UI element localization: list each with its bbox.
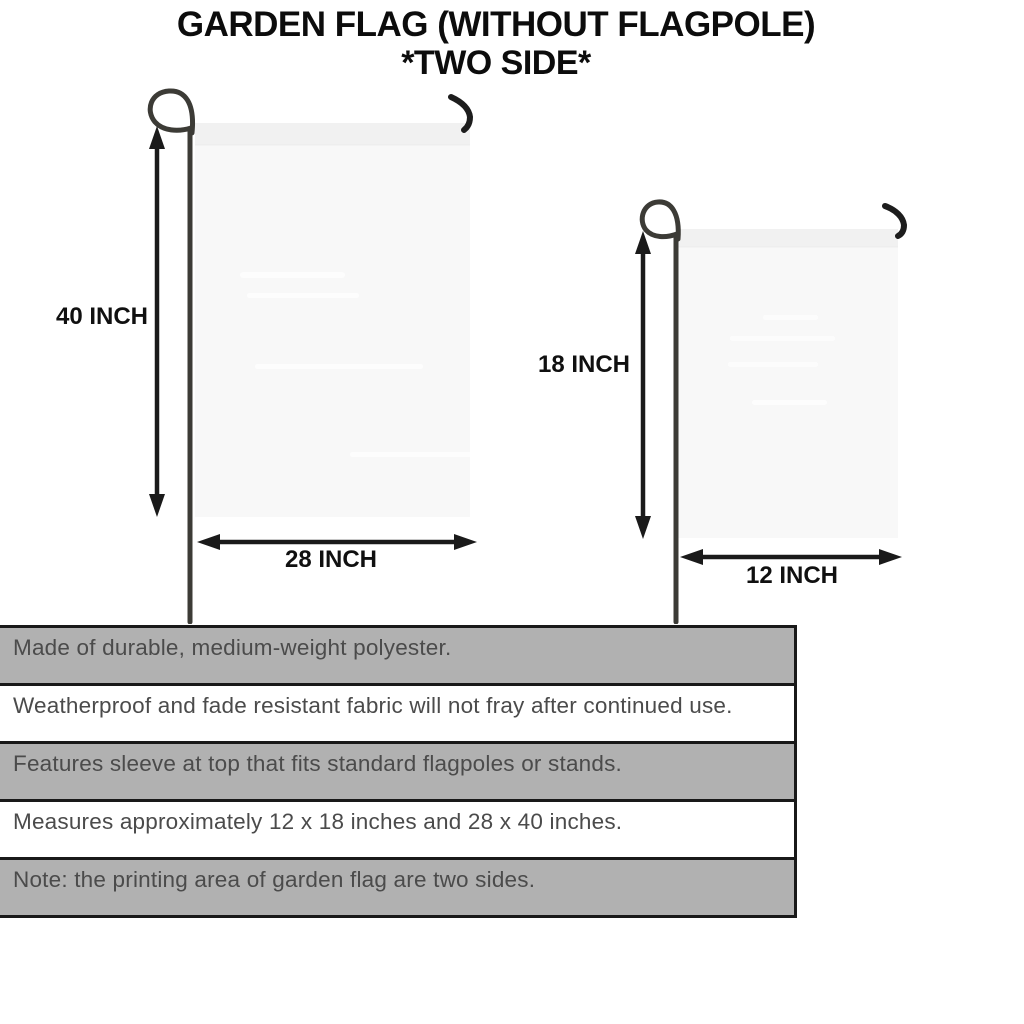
large-flag-fabric <box>195 123 470 517</box>
page-title-line2: *TWO SIDE* <box>401 44 591 82</box>
feature-row-measurements: Measures approximately 12 x 18 inches and 28 x 40 inches. <box>0 799 797 860</box>
small-flag-fabric <box>678 229 898 538</box>
feature-row-sleeve: Features sleeve at top that fits standard flagpoles or stands. <box>0 741 797 802</box>
large-flag-figure <box>149 91 495 622</box>
large-flag-height-label: 40 INCH <box>55 303 148 330</box>
large-pole-loop-icon <box>150 91 192 133</box>
feature-row-note: Note: the printing area of garden flag are two sides. <box>0 857 797 918</box>
small-flag-sleeve <box>678 229 898 246</box>
feature-row-material: Made of durable, medium-weight polyester. <box>0 625 797 686</box>
feature-row-weatherproof: Weatherproof and fade resistant fabric will not fray after continued use. <box>0 683 797 744</box>
small-height-arrow-icon <box>635 231 651 539</box>
small-pole-loop-icon <box>642 202 678 239</box>
small-flag-height-label: 18 INCH <box>537 351 630 378</box>
large-flag-sleeve-fold <box>195 144 470 146</box>
page-title-line1: GARDEN FLAG (WITHOUT FLAGPOLE) <box>176 5 816 44</box>
large-flag-width-label: 28 INCH <box>284 546 378 573</box>
small-flag-figure <box>635 202 904 622</box>
small-flag-sleeve-fold <box>678 246 898 248</box>
small-flag-width-label: 12 INCH <box>745 562 839 589</box>
feature-table <box>0 625 797 918</box>
large-height-arrow-icon <box>149 126 165 517</box>
large-flag-sleeve <box>195 123 470 144</box>
